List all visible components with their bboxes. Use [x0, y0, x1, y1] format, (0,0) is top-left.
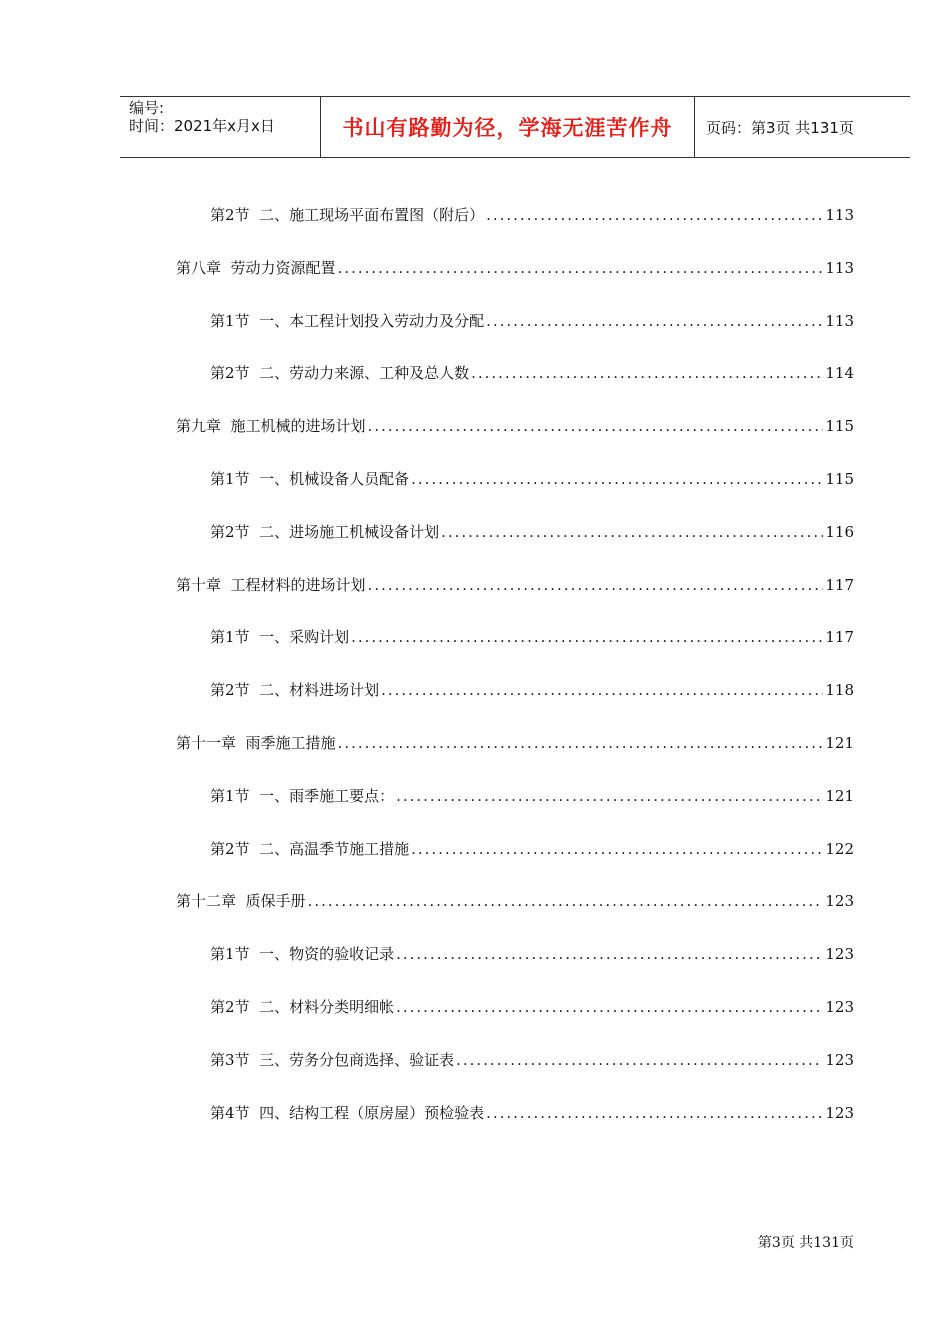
- toc-entry-page-number: 121: [825, 786, 854, 805]
- header-motto-cell: [320, 97, 695, 157]
- toc-entry-title: 第1节 一、物资的验收记录: [210, 945, 395, 964]
- toc-section-entry: [210, 680, 854, 700]
- header-meta: [120, 97, 320, 157]
- page-header: [120, 96, 910, 158]
- toc-entry-page-number: 113: [825, 258, 854, 277]
- toc-entry-page-number: 115: [825, 417, 854, 436]
- toc-entry-title: 第2节 二、材料分类明细帐: [210, 998, 395, 1016]
- toc-entry-title: 第1节 一、机械设备人员配备: [210, 470, 410, 488]
- document-time: 时间：2021年x月x日: [129, 117, 275, 135]
- toc-section-entry: [210, 997, 854, 1017]
- toc-entry-page-number: 123: [825, 892, 854, 911]
- toc-dot-leader: [351, 627, 823, 647]
- toc-entry-title: 第十二章 质保手册: [176, 892, 306, 911]
- toc-section-entry: [210, 944, 854, 964]
- toc-section-entry: [210, 522, 854, 542]
- toc-section-entry: [210, 839, 854, 859]
- toc-entry-title: 第2节 二、施工现场平面布置图（附后）: [210, 206, 485, 224]
- toc-entry-title: 第1节 一、雨季施工要点：: [210, 786, 395, 805]
- toc-dot-leader: [338, 733, 824, 753]
- toc-section-entry: [210, 786, 854, 806]
- toc-entry-page-number: 123: [825, 998, 854, 1016]
- toc-entry-page-number: 123: [825, 1103, 854, 1122]
- toc-entry-title: 第十一章 雨季施工措施: [176, 734, 336, 752]
- page-footer: 第3页 共131页: [757, 1235, 854, 1251]
- document-number-label: 编号:: [129, 99, 165, 117]
- toc-section-entry: [210, 469, 854, 489]
- toc-entry-page-number: 118: [825, 681, 854, 700]
- header-page-info: 页码：第3页 共131页: [706, 118, 854, 137]
- toc-section-entry: [210, 1103, 854, 1123]
- toc-section-entry: [210, 363, 854, 383]
- toc-entry-page-number: 117: [825, 575, 854, 594]
- toc-dot-leader: [338, 258, 824, 278]
- toc-dot-leader: [396, 997, 823, 1017]
- toc-entry-page-number: 113: [825, 206, 854, 224]
- toc-section-entry: [210, 627, 854, 647]
- toc-chapter-entry: [176, 733, 854, 753]
- toc-section-entry: [210, 205, 854, 225]
- toc-chapter-entry: [176, 575, 854, 595]
- toc-entry-page-number: 123: [825, 945, 854, 964]
- toc-entry-title: 第2节 二、劳动力来源、工种及总人数: [210, 364, 470, 383]
- toc-dot-leader: [471, 363, 823, 383]
- toc-entry-title: 第3节 三、劳务分包商选择、验证表: [210, 1050, 455, 1069]
- toc-dot-leader: [411, 839, 823, 859]
- toc-chapter-entry: [176, 258, 854, 278]
- toc-entry-page-number: 117: [825, 628, 854, 647]
- toc-dot-leader: [486, 311, 823, 331]
- toc-entry-title: 第八章 劳动力资源配置: [176, 258, 336, 277]
- toc-section-entry: [210, 311, 854, 331]
- toc-entry-page-number: 116: [825, 522, 854, 541]
- toc-dot-leader: [368, 575, 824, 595]
- toc-entry-title: 第十章 工程材料的进场计划: [176, 575, 366, 594]
- toc-dot-leader: [486, 205, 823, 225]
- toc-dot-leader: [396, 944, 823, 964]
- toc-entry-page-number: 115: [825, 470, 854, 488]
- toc-entry-title: 第九章 施工机械的进场计划: [176, 417, 366, 436]
- toc-entry-title: 第1节 一、采购计划: [210, 628, 350, 647]
- toc-entry-page-number: 113: [825, 311, 854, 330]
- toc-chapter-entry: [176, 891, 854, 911]
- toc-dot-leader: [368, 416, 824, 436]
- toc-entry-title: 第2节 二、进场施工机械设备计划: [210, 522, 440, 541]
- toc-dot-leader: [308, 891, 824, 911]
- toc-dot-leader: [486, 1103, 823, 1123]
- toc-entry-page-number: 121: [825, 734, 854, 752]
- toc-dot-leader: [411, 469, 823, 489]
- toc-entry-page-number: 122: [825, 839, 854, 858]
- toc-dot-leader: [441, 522, 823, 542]
- toc-dot-leader: [381, 680, 823, 700]
- toc-chapter-entry: [176, 416, 854, 436]
- toc-section-entry: [210, 1050, 854, 1070]
- header-motto: 书山有路勤为径，学海无涯苦作舟: [342, 116, 673, 140]
- toc-entry-page-number: 114: [825, 364, 854, 383]
- toc-entry-page-number: 123: [825, 1050, 854, 1069]
- toc-entry-title: 第2节 二、高温季节施工措施: [210, 839, 410, 858]
- toc-entry-title: 第2节 二、材料进场计划: [210, 681, 380, 700]
- toc-entry-title: 第4节 四、结构工程（原房屋）预检验表: [210, 1103, 485, 1122]
- toc-dot-leader: [456, 1050, 823, 1070]
- toc-dot-leader: [396, 786, 823, 806]
- header-page-cell: [694, 97, 910, 157]
- toc-entry-title: 第1节 一、本工程计划投入劳动力及分配: [210, 311, 485, 330]
